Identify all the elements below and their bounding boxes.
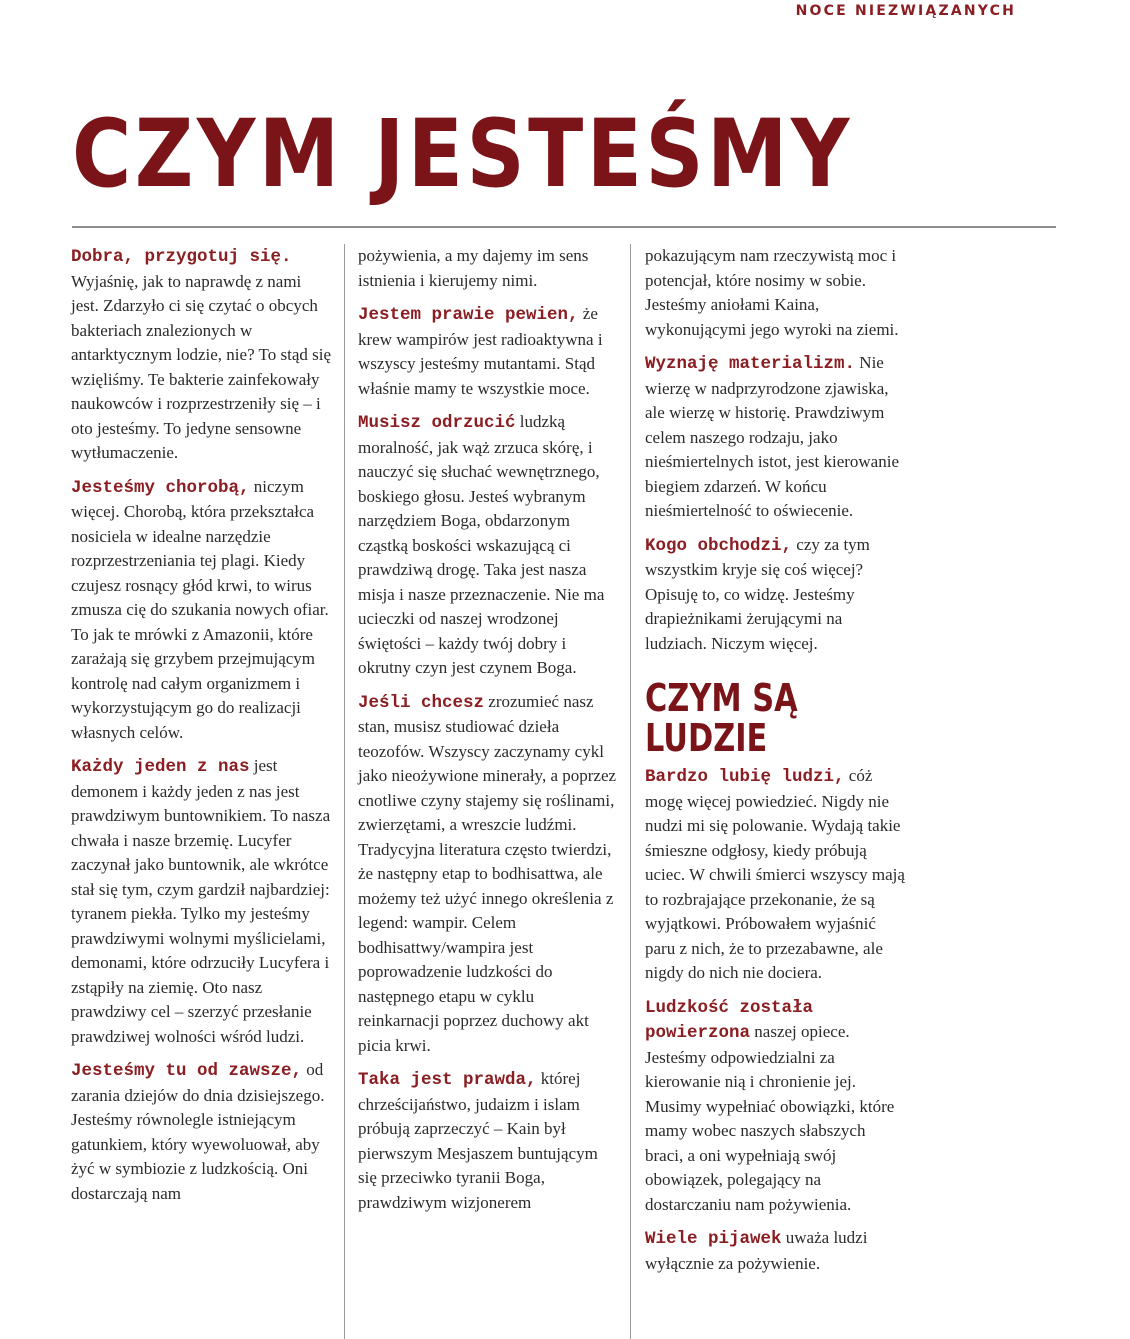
paragraph [358, 410, 618, 681]
page-title: CZYM JESTEŚMY [72, 100, 853, 209]
paragraph-text: niczym więcej. Chorobą, która przekształca nosiciela w idealne narzędzie rozprzestrzeniania tej plagi. Kiedy czujesz rosnący głód krwi, to wirus zmusza cię do szukania nowych ofiar. To jak te mrówki z Amazonii, które zarażają się grzybem przejmującym kontrolę nad całym organizmem i wykorzystującym go do realizacji własnych celów. [71, 476, 329, 742]
paragraph-lead: Musisz odrzucić [358, 413, 516, 433]
paragraph-lead: Bardzo lubię ludzi, [645, 767, 845, 787]
paragraph-text: że krew wampirów jest radioaktywna i wszyscy jesteśmy mutantami. Stąd właśnie mamy te wszystkie moce. [358, 304, 603, 398]
paragraph-lead: Jestem prawie pewien, [358, 305, 579, 325]
paragraph-text: jest demonem i każdy jeden z nas jest prawdziwym buntownikiem. To nasza chwała i nasze brzemię. Lucyfer zaczynał jako buntownik, ale wkrótce stał się tym, czym gardził najbardziej: tyranem piekła. Tylko my jesteśmy prawdziwymi wolnymi myślicielami, demonami, które odrzuciły Lucyfera i zstąpiły na ziemię. Oto nasz prawdziwy cel – szerzyć przesłanie prawdziwej wolności wśród ludzi. [71, 756, 331, 1046]
paragraph [71, 244, 333, 466]
paragraph-text: naszej opiece. Jesteśmy odpowiedzialni za kierowanie nią i chronienie jej. Musimy wypełniać obowiązki, które mamy wobec naszych słabszych braci, a oni wypełniają swój obowiązek, polegający na dostarczaniu nam pożywienia. [645, 1022, 895, 1214]
paragraph-text: ludzką moralność, jak wąż zrzuca skórę, i nauczyć się słuchać wewnętrznego, boskiego głosu. Jesteś wybranym narzędziem Boga, obdarzonym cząstką boskości wskazującą ci prawdziwą drogę. Taka jest nasza misja i nasze przeznaczenie. Nie ma ucieczki od naszej wrodzonej świętości – każdy twój dobry i okrutny czyn jest czynem Boga. [358, 412, 605, 677]
paragraph [645, 244, 907, 342]
text-column-1 [71, 244, 333, 1215]
paragraph-text: uważa ludzi wyłącznie za pożywienie. [645, 1228, 868, 1273]
paragraph-lead: Kogo obchodzi, [645, 535, 793, 556]
paragraph-lead: Ludzkość została powierzona [645, 997, 814, 1043]
paragraph [645, 533, 907, 657]
paragraph-lead: Taka jest prawda, [358, 1070, 537, 1090]
paragraph-text: której chrześcijaństwo, judaizm i islam próbują zaprzeczyć – Kain był pierwszym Mesjaszem buntującym się przeciwko tyranii Boga, prawdziwym wizjonerem [358, 1069, 598, 1212]
column-divider-1 [344, 244, 345, 1339]
running-header: NOCE NIEZWIĄZANYCH [795, 3, 1016, 19]
section-subtitle: CZYM SĄ LUDZIE [645, 676, 798, 760]
column-divider-2 [630, 244, 631, 1339]
paragraph [71, 475, 333, 746]
paragraph [358, 302, 618, 401]
paragraph-lead: Wyznaję materializm. [645, 354, 856, 374]
paragraph-lead: Każdy jeden z nas [71, 757, 250, 777]
paragraph-text: od zarania dziejów do dnia dzisiejszego. Jesteśmy równolegle istniejącym gatunkiem, który wyewoluował, aby żyć w symbiozie z ludzkością. Oni dostarczają nam [71, 1060, 325, 1203]
text-column-3 [645, 244, 907, 1285]
paragraph [645, 351, 907, 524]
text-column-2 [358, 244, 618, 1224]
title-rule [72, 226, 1056, 228]
paragraph-lead: Jeśli chcesz [358, 692, 485, 713]
paragraph [71, 1058, 333, 1206]
paragraph-text: cóż mogę więcej powiedzieć. Nigdy nie nudzi mi się polowanie. Wydają takie śmieszne odgłosy, kiedy próbują uciec. W chwili śmierci wszyscy mają to rozbrajające przekonanie, że są wyjątkowi. Próbowałem wyjaśnić paru z nich, że to przezabawne, ale nigdy do nich nie dociera. [645, 766, 905, 982]
paragraph-lead: Wiele pijawek [645, 1229, 782, 1249]
paragraph-lead: Dobra, przygotuj się. [71, 247, 292, 267]
paragraph-text: Wyjaśnię, jak to naprawdę z nami jest. Zdarzyło ci się czytać o obcych bakteriach znalezionych w antarktycznym lodzie, nie? To stąd się wzięliśmy. Te bakterie zainfekowały naukowców i rozprzestrzeniły się – i oto jesteśmy. To jedyne sensowne wytłumaczenie. [71, 271, 332, 462]
paragraph [358, 244, 618, 293]
paragraph-text: zrozumieć nasz stan, musisz studiować dzieła teozofów. Wszyscy zaczynamy cykl jako nieożywione minerały, a poprzez cnotliwe czyny stajemy się roślinami, zwierzętami, a wreszcie ludźmi. Tradycyjna literatura często twierdzi, że następny etap to bodhisattwa, ale możemy też użyć innego określenia z legend: wampir. Celem bodhisattwy/wampira jest poprowadzenie ludzkości do następnego etapu w cyklu reinkarnacji poprzez duchowy akt picia krwi. [358, 691, 617, 1055]
paragraph [645, 1226, 907, 1276]
paragraph [358, 1067, 618, 1215]
paragraph-text: Nie wierzę w nadprzyrodzone zjawiska, ale wierzę w historię. Prawdziwym celem naszego rodzaju, jako nieśmiertelnych istot, jest kierowanie biegiem zdarzeń. W końcu nieśmiertelność to oświecenie. [645, 353, 899, 520]
paragraph-text: pożywienia, a my dajemy im sens istnienia i kierujemy nimi. [358, 246, 589, 290]
paragraph-lead: Jesteśmy chorobą, [71, 477, 250, 498]
paragraph [645, 995, 907, 1218]
paragraph [358, 690, 618, 1059]
paragraph [71, 754, 333, 1049]
paragraph-text: czy za tym wszystkim kryje się coś więcej? Opisuję to, co widzę. Jesteśmy drapieżnikami żerującymi na ludziach. Niczym więcej. [645, 534, 870, 653]
paragraph-lead: Jesteśmy tu od zawsze, [71, 1061, 303, 1081]
paragraph [645, 764, 907, 986]
paragraph-text: pokazującym nam rzeczywistą moc i potencjał, które nosimy w sobie. Jesteśmy aniołami Kaina, wykonującymi jego wyroki na ziemi. [645, 246, 899, 339]
